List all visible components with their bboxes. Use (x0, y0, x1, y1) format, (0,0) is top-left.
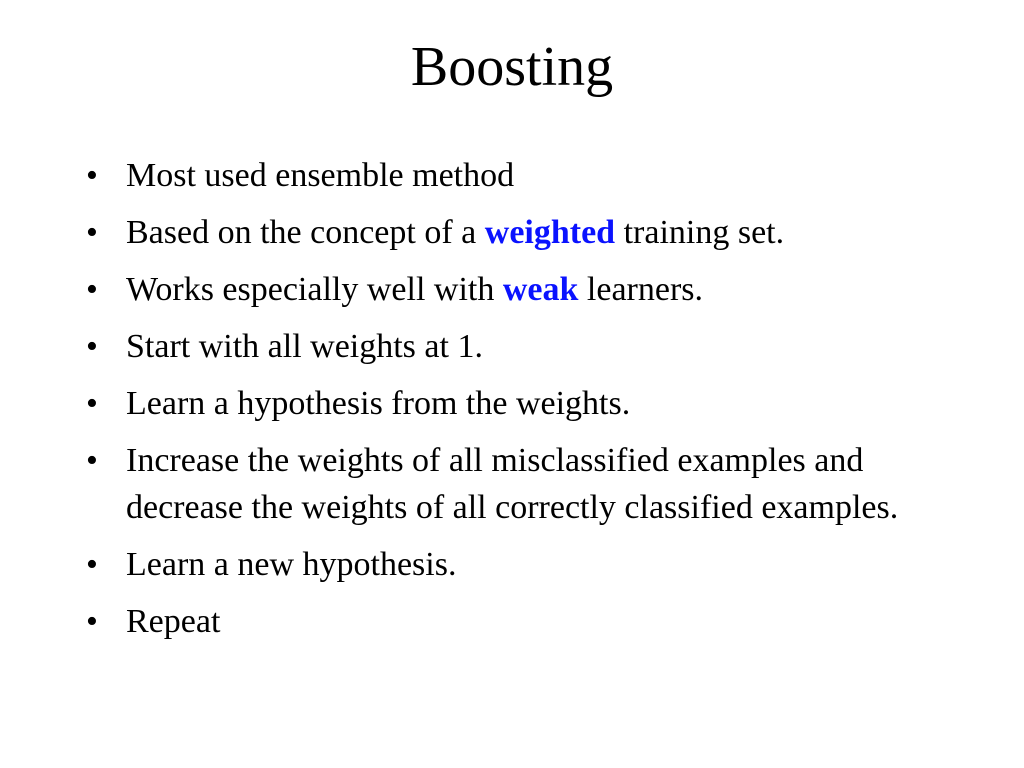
bullet-text-after: training set. (615, 214, 785, 251)
bullet-marker: • (86, 271, 98, 308)
bullet-marker: • (86, 546, 98, 583)
bullet-marker: • (86, 328, 98, 365)
bullet-highlight-weak: weak (502, 271, 579, 308)
bullet-item (82, 323, 952, 370)
bullet-item (82, 209, 952, 256)
bullet-item (82, 380, 952, 427)
bullet-item (82, 598, 952, 645)
bullet-item (82, 266, 952, 313)
bullet-text: Repeat (126, 603, 221, 640)
bullet-marker: • (86, 442, 98, 479)
bullet-text: Increase the weights of all misclassified examples and decrease the weights of all correctly classified examples. (126, 442, 899, 526)
bullet-marker: • (86, 214, 98, 251)
bullet-marker: • (86, 385, 98, 422)
bullet-text-before: Based on the concept of a (126, 214, 485, 251)
bullet-text: Most used ensemble method (126, 157, 515, 194)
bullet-marker: • (86, 603, 98, 640)
bullet-item (82, 152, 952, 199)
bullet-item (82, 541, 952, 588)
bullet-item (82, 437, 952, 531)
bullet-text-after: learners. (578, 271, 704, 308)
bullet-list (82, 152, 952, 655)
bullet-text: Learn a new hypothesis. (126, 546, 457, 583)
bullet-text: Start with all weights at 1. (126, 328, 483, 365)
bullet-highlight-weighted: weighted (484, 214, 616, 251)
slide-title: Boosting (410, 36, 614, 98)
bullet-marker: • (86, 157, 98, 194)
bullet-text: Learn a hypothesis from the weights. (126, 385, 631, 422)
bullet-text-before: Works especially well with (126, 271, 503, 308)
